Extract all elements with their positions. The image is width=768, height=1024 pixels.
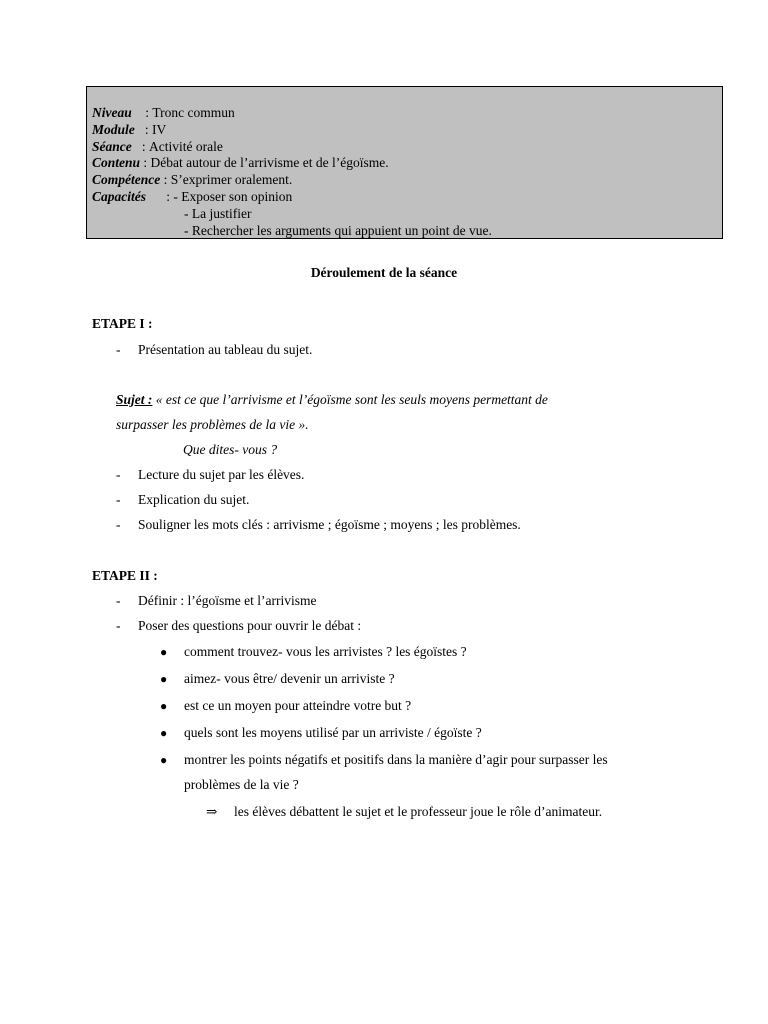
conclusion-line [206,804,602,820]
niveau-value: Tronc commun [152,105,235,120]
bullet-text: quels sont les moyens utilisé par un arriviste / égoïste ? [184,725,482,740]
contenu-separator: : [140,155,151,171]
niveau-label: Niveau [92,105,132,120]
bullet-text: comment trouvez- vous les arrivistes ? les égoïstes ? [184,644,467,659]
capacite-item: - Rechercher les arguments qui appuient un point de vue. [184,222,492,238]
competence-separator: : [160,172,171,188]
list-item [116,593,316,609]
etape-1-heading: ETAPE I : [92,316,153,331]
list-item-text: Souligner les mots clés : arrivisme ; égoïsme ; moyens ; les problèmes. [138,517,521,532]
sujet-line-2: surpasser les problèmes de la vie ». [116,417,309,432]
bullet-icon: ● [160,753,168,767]
capacites-label: Capacités [92,188,146,204]
list-item-text: Explication du sujet. [138,492,250,507]
seance-value: Activité orale [149,138,223,154]
bullet-item [160,725,482,741]
module-separator: : [134,121,153,137]
niveau-row [92,105,722,122]
capacite-item: - Exposer son opinion [173,188,293,204]
bullet-text: aimez- vous être/ devenir un arriviste ? [184,671,395,686]
list-item [116,342,312,358]
competence-label: Compétence [92,172,161,188]
list-item [116,467,304,483]
bullet-item [160,752,608,768]
bullet-continuation: problèmes de la vie ? [184,777,299,792]
lesson-info-box [86,86,723,239]
dash-marker: - [116,618,121,633]
bullet-text: est ce un moyen pour atteindre votre but ? [184,698,412,713]
sujet-text: « est ce que l’arrivisme et l’égoïsme sont les seuls moyens permettant de [152,392,548,407]
list-item-text: Définir : l’égoïsme et l’arrivisme [138,593,317,608]
sujet-label: Sujet : [116,392,153,407]
etape-2-heading: ETAPE II : [92,568,158,583]
bullet-icon: ● [160,645,168,659]
sujet-question: Que dites- vous ? [183,442,278,457]
competence-row [92,172,722,189]
list-item [116,618,361,634]
list-item [116,517,521,533]
contenu-value: Débat autour de l’arrivisme et de l’égoïsme. [150,155,389,171]
implies-arrow-icon: ⇒ [206,804,218,819]
capacites-row [92,189,722,206]
dash-marker: - [116,467,121,482]
dash-marker: - [116,342,121,357]
page-title: Déroulement de la séance [310,265,458,280]
dash-marker: - [116,593,121,608]
bullet-icon: ● [160,699,168,713]
contenu-label: Contenu [92,155,141,171]
bullet-item [160,698,411,714]
list-item [116,492,249,508]
list-item-text: Poser des questions pour ouvrir le débat : [138,618,362,633]
module-row [92,122,722,139]
competence-value: S’exprimer oralement. [170,172,293,188]
bullet-icon: ● [160,726,168,740]
capacite-item: - La justifier [184,205,252,221]
list-item-text: Présentation au tableau du sujet. [138,342,313,357]
seance-label: Séance [92,138,132,154]
seance-row [92,139,722,156]
bullet-text: montrer les points négatifs et positifs dans la manière d’agir pour surpasser les [184,752,608,767]
sujet-line-1 [116,392,548,408]
conclusion-text: les élèves débattent le sujet et le professeur joue le rôle d’animateur. [234,804,603,819]
niveau-separator: : [131,105,153,120]
bullet-item [160,671,395,687]
bullet-icon: ● [160,672,168,686]
bullet-item [160,644,467,660]
contenu-row [92,155,722,172]
module-label: Module [92,121,135,137]
seance-separator: : [131,138,150,154]
dash-marker: - [116,492,121,507]
list-item-text: Lecture du sujet par les élèves. [138,467,305,482]
module-value: IV [152,121,167,137]
dash-marker: - [116,517,121,532]
capacites-separator: : [146,188,174,204]
